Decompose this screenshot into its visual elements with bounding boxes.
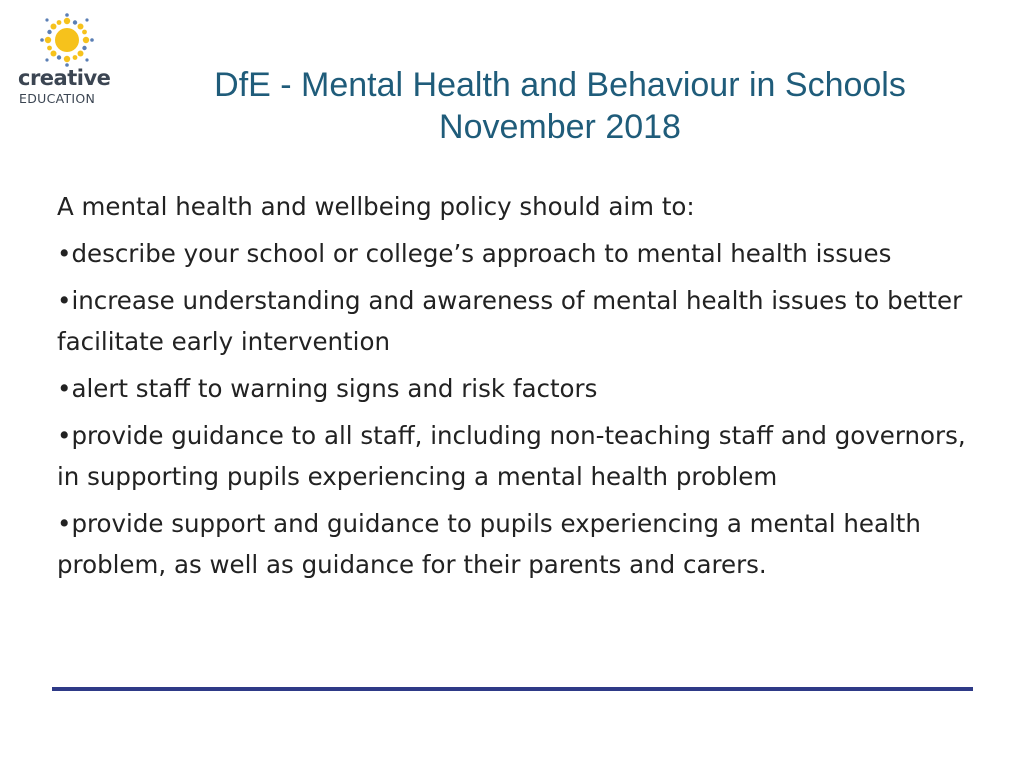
bottom-divider: [52, 687, 973, 691]
slide-body: [57, 186, 977, 591]
slide-title: [130, 64, 990, 148]
logo-brand-word: creative: [18, 66, 111, 90]
bullet-item: •describe your school or college’s approach to mental health issues: [57, 239, 892, 268]
logo-brand-sub: EDUCATION: [19, 91, 96, 106]
slide-title-line1: DfE - Mental Health and Behaviour in Schools: [214, 66, 906, 104]
intro-text: A mental health and wellbeing policy should aim to:: [57, 192, 695, 221]
bullet-item: •provide support and guidance to pupils experiencing a mental health problem, as well as guidance for their parents and carers.: [57, 509, 921, 579]
bullet-item: •increase understanding and awareness of mental health issues to better facilitate early intervention: [57, 286, 963, 356]
creative-education-logo: [18, 12, 118, 112]
slide-title-line2: November 2018: [439, 108, 681, 146]
bullet-item: •alert staff to warning signs and risk factors: [57, 374, 598, 403]
bullet-item: •provide guidance to all staff, including non-teaching staff and governors, in supporting pupils experiencing a mental health problem: [57, 421, 966, 491]
sun-logo-icon: [39, 12, 95, 68]
